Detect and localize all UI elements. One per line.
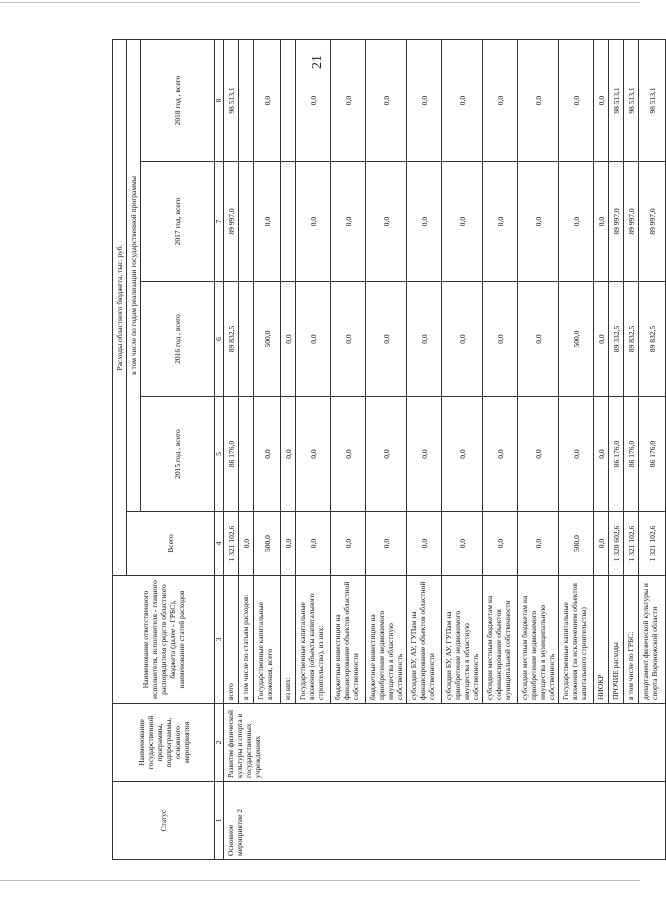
row-2016: 500,0 <box>254 282 281 397</box>
row-2018: 98 513,1 <box>224 39 239 161</box>
row-2017: 0,0 <box>254 162 281 282</box>
status-cell: Основное мероприятие 2 <box>224 782 666 860</box>
row-2017: 0,0 <box>442 162 483 282</box>
row-2016: 0,0 <box>483 282 518 397</box>
row-2018: 0,0 <box>594 39 609 161</box>
row-2018: 0,0 <box>331 39 366 161</box>
row-total: 500,0 <box>559 512 594 576</box>
row-total: 1 321 102,6 <box>224 512 239 576</box>
row-2017: 89 997,0 <box>609 162 624 282</box>
column-number: 5 <box>215 397 224 512</box>
column-number: 8 <box>215 39 224 161</box>
row-2015: 0,0 <box>254 397 281 512</box>
row-name: субсидии БУ, АУ, ГУПам на приобретение недвижимого имущества в областную собственность <box>442 576 483 704</box>
row-2016: 0,0 <box>366 282 407 397</box>
row-2016: 89 332,5 <box>609 282 624 397</box>
row-2015: 0,0 <box>331 397 366 512</box>
header-year-2016: 2016 год , всего <box>141 282 215 397</box>
row-total: 0,0 <box>483 512 518 576</box>
row-2016: 0,0 <box>442 282 483 397</box>
row-total: 0,0 <box>239 512 254 576</box>
row-2016: 0,0 <box>407 282 442 397</box>
header-status: Статус <box>113 782 215 860</box>
column-number-row <box>215 39 224 859</box>
row-2018: 0,0 <box>559 39 594 161</box>
row-total: 0,0 <box>281 512 296 576</box>
header-year-2018: 2018 год , всего <box>141 39 215 161</box>
row-total: 1 321 102,6 <box>624 512 639 576</box>
row-name: в том числе по ГРБС: <box>624 576 639 704</box>
row-2017: 0,0 <box>407 162 442 282</box>
row-2015: 0,0 <box>407 397 442 512</box>
header-program-name: Наименование государственной программы, подпрограммы, основного мероприятия <box>113 704 215 782</box>
row-total: 0,0 <box>331 512 366 576</box>
program-name-cell: Развитие физической культуры и спорта в государственных учреждениях <box>224 704 666 782</box>
column-number: 2 <box>215 704 224 782</box>
row-name: субсидии местным бюджетам на приобретение недвижимого имущества в муниципальную собственность <box>518 576 559 704</box>
header-year-2015: 2015 год , всего <box>141 397 215 512</box>
row-name: субсидии местным бюджетам на софинансирование объектов муниципальной собственности <box>483 576 518 704</box>
row-2017 <box>239 162 254 282</box>
column-number: 7 <box>215 162 224 282</box>
page-number: 21 <box>310 55 325 69</box>
row-2016: 0,0 <box>594 282 609 397</box>
header-total: Всего <box>127 512 215 576</box>
row-2016: 89 832,5 <box>224 282 239 397</box>
row-2018: 0,0 <box>483 39 518 161</box>
row-2017: 0,0 <box>594 162 609 282</box>
row-2018 <box>281 39 296 161</box>
header-year-2017: 2017 год, всего <box>141 162 215 282</box>
row-2016 <box>239 282 254 397</box>
row-2016: 0,0 <box>296 282 331 397</box>
row-2015: 0,0 <box>594 397 609 512</box>
row-total: 0,0 <box>518 512 559 576</box>
row-total: 1 320 602,6 <box>609 512 624 576</box>
scan-edge-top <box>0 2 640 3</box>
row-total: 0,0 <box>407 512 442 576</box>
row-2018: 0,0 <box>518 39 559 161</box>
row-total: 1 321 102,6 <box>639 512 666 576</box>
row-2017: 0,0 <box>559 162 594 282</box>
row-name: Государственные капитальные вложения (за исключением объектов капитального строительства) <box>559 576 594 704</box>
row-2017: 89 997,0 <box>639 162 666 282</box>
row-2018: 98 513,1 <box>639 39 666 161</box>
scan-edge-bottom <box>0 880 640 881</box>
row-name: Государственные капитальные вложения (объекты капитального строительства), из них: <box>296 576 331 704</box>
row-2015: 0,0 <box>483 397 518 512</box>
row-total: 0,0 <box>296 512 331 576</box>
row-2017: 89 997,0 <box>224 162 239 282</box>
budget-sheet <box>112 40 659 860</box>
row-2018: 98 513,1 <box>609 39 624 161</box>
row-name: департамент физической культуры и спорта Воронежской области <box>639 576 666 704</box>
row-2015 <box>239 397 254 512</box>
row-2015: 0,0 <box>366 397 407 512</box>
row-2015: 86 176,0 <box>639 397 666 512</box>
row-2015: 86 176,0 <box>624 397 639 512</box>
row-2015: 86 176,0 <box>224 397 239 512</box>
row-2016: 0,0 <box>518 282 559 397</box>
row-name: всего <box>224 576 239 704</box>
row-2015: 0,0 <box>296 397 331 512</box>
row-2016: 89 832,5 <box>639 282 666 397</box>
row-2018 <box>239 39 254 161</box>
budget-table <box>112 39 666 860</box>
row-2018: 0,0 <box>296 39 331 161</box>
row-2017: 0,0 <box>483 162 518 282</box>
row-2016: 500,0 <box>559 282 594 397</box>
row-total: 500,0 <box>254 512 281 576</box>
row-2018: 0,0 <box>442 39 483 161</box>
row-2017: 0,0 <box>366 162 407 282</box>
row-2016: 0,0 <box>281 282 296 397</box>
row-2017: 0,0 <box>518 162 559 282</box>
row-2017 <box>281 162 296 282</box>
row-name: субсидии БУ, АУ, ГУПам на финансирование объектов областной собственности <box>407 576 442 704</box>
row-2017: 0,0 <box>331 162 366 282</box>
row-name: из них: <box>281 576 296 704</box>
column-number: 4 <box>215 512 224 576</box>
row-2015: 86 176,0 <box>609 397 624 512</box>
row-2017: 0,0 <box>296 162 331 282</box>
row-total: 0,0 <box>442 512 483 576</box>
row-2016: 89 832,5 <box>624 282 639 397</box>
table-row <box>224 39 239 859</box>
row-2015: 0,0 <box>281 397 296 512</box>
header-executor-name: Наименование ответственного исполнителя, исполнителя - главного распорядителя средств областного бюджета (далее - ГРБС), наименование статей расходов <box>113 576 215 704</box>
row-2018: 0,0 <box>407 39 442 161</box>
row-name: ПРОЧИЕ расходы <box>609 576 624 704</box>
row-name: Государственные капитальные вложения, всего <box>254 576 281 704</box>
row-2015: 0,0 <box>559 397 594 512</box>
row-name: бюджетные инвестиции на приобретение недвижимого имущества в областную собственность <box>366 576 407 704</box>
row-2018: 98 513,1 <box>624 39 639 161</box>
row-2018: 0,0 <box>254 39 281 161</box>
column-number: 1 <box>215 782 224 860</box>
row-total: 0,0 <box>594 512 609 576</box>
column-number: 6 <box>215 282 224 397</box>
row-2017: 89 997,0 <box>624 162 639 282</box>
row-name: НИОКР <box>594 576 609 704</box>
column-number: 3 <box>215 576 224 704</box>
header-budget-group: Расходы областного бюджета, тыс. руб. <box>113 39 127 575</box>
row-2015: 0,0 <box>518 397 559 512</box>
row-2018: 0,0 <box>366 39 407 161</box>
row-2016: 0,0 <box>331 282 366 397</box>
row-total: 0,0 <box>366 512 407 576</box>
row-2015: 0,0 <box>442 397 483 512</box>
row-name: бюджетные инвестиции на финансирование объектов областной собственности <box>331 576 366 704</box>
header-years-group: в том числе по годам реализации государственной программы <box>127 39 141 511</box>
row-name: в том числе по статьям расходов: <box>239 576 254 704</box>
